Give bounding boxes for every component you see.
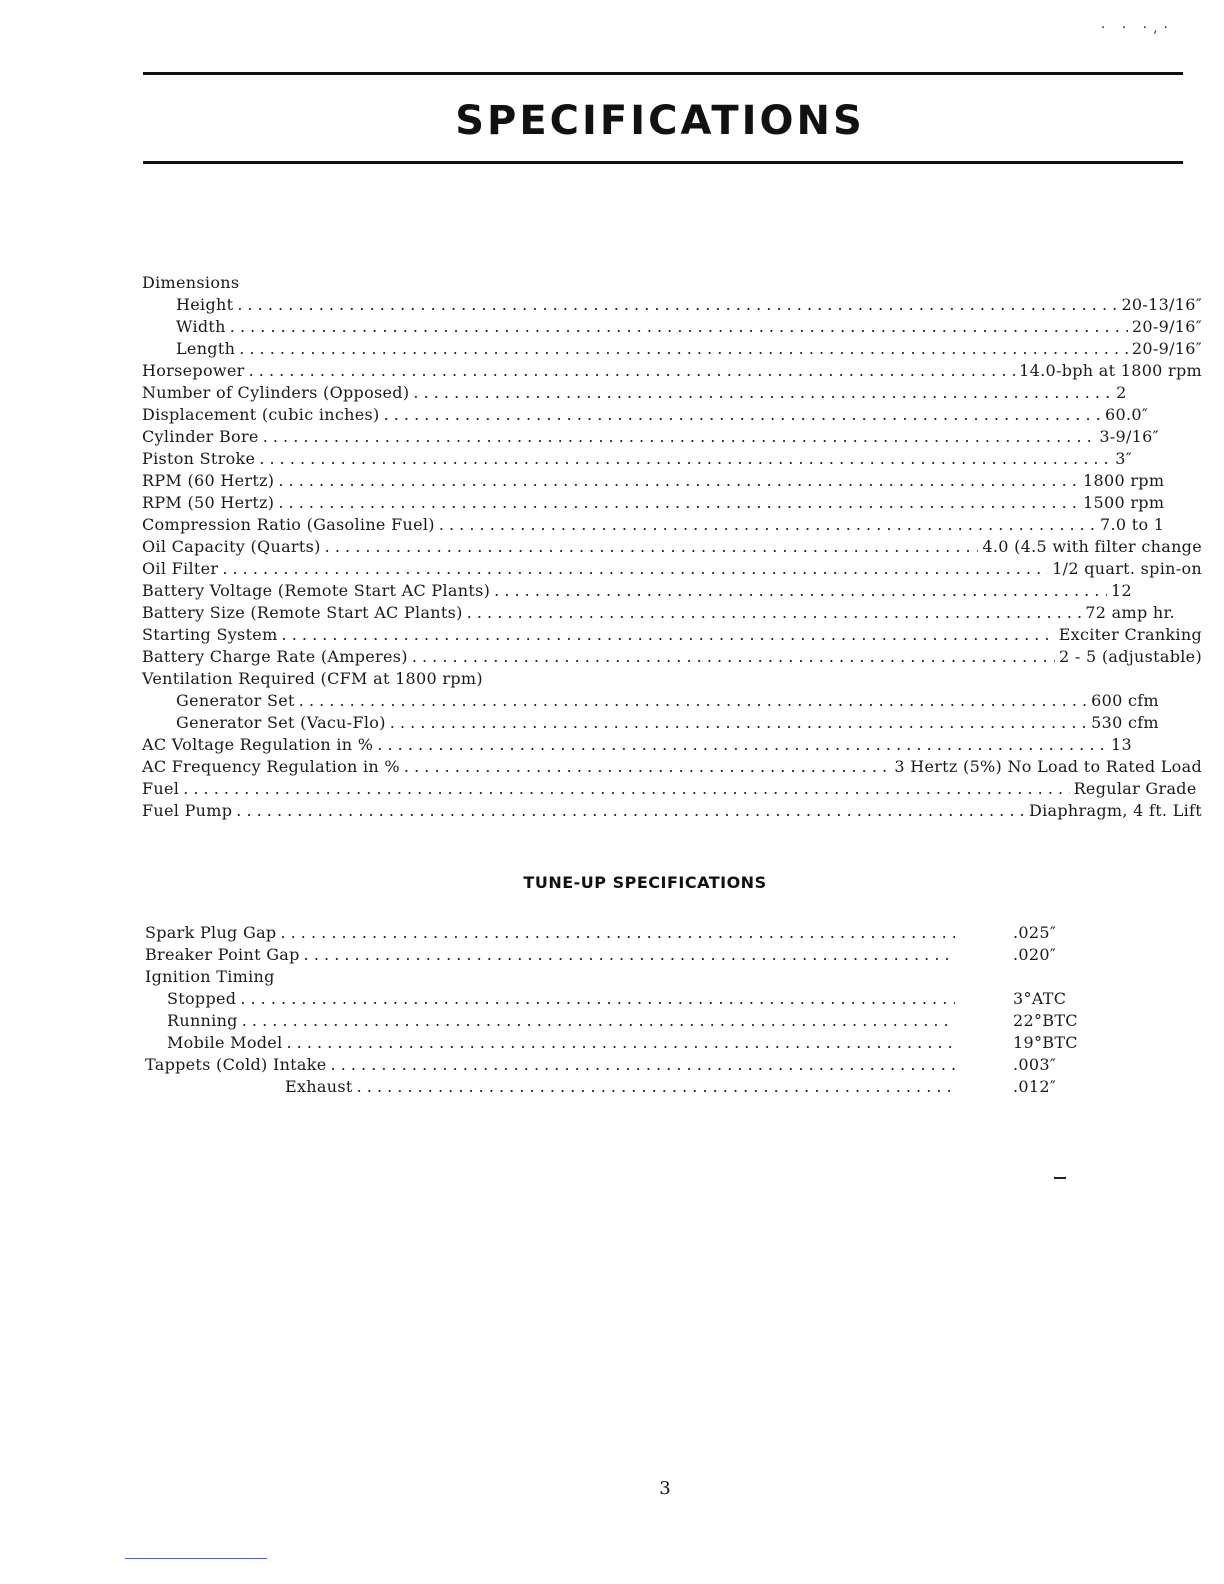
dot-leader (249, 360, 1016, 382)
spec-label: Fuel Pump (142, 801, 233, 820)
spec-row (142, 646, 1202, 668)
dot-leader (230, 316, 1128, 338)
dot-leader (237, 294, 1117, 316)
spec-label: Horsepower (142, 361, 245, 380)
spec-label: RPM (60 Hertz) (142, 471, 275, 490)
spec-value: Diaphragm, 4 ft. Lift (1029, 801, 1202, 820)
spec-value: .003″ (1013, 1055, 1057, 1074)
dot-leader (325, 536, 979, 558)
spec-value: 1500 rpm (1083, 493, 1202, 512)
spec-value: 7.0 to 1 (1100, 515, 1202, 534)
spec-value: Exciter Cranking (1058, 625, 1202, 644)
spec-row (145, 1032, 1078, 1054)
spec-value: Regular Grade (1073, 779, 1202, 798)
dot-leader (236, 800, 1025, 822)
spec-value: 3-9/16″ (1099, 427, 1202, 446)
dot-leader (467, 602, 1082, 624)
spec-value: .012″ (1013, 1077, 1057, 1096)
spec-value: 14.0-bph at 1800 rpm (1019, 361, 1202, 380)
spec-row (142, 360, 1202, 382)
spec-row (142, 316, 1202, 338)
spec-row (145, 966, 955, 988)
dot-leader (299, 690, 1087, 712)
dot-leader (413, 382, 1112, 404)
spec-value: 2 - 5 (adjustable) (1059, 647, 1202, 666)
spec-value: .025″ (1013, 923, 1057, 942)
spec-label: Generator Set (Vacu-Flo) (176, 713, 386, 732)
dot-leader (412, 646, 1055, 668)
spec-value: .020″ (1013, 945, 1057, 964)
spec-label: Ventilation Required (CFM at 1800 rpm) (142, 669, 483, 688)
dot-leader (494, 580, 1107, 602)
spec-row (142, 580, 1202, 602)
spec-value: 19°BTC (1013, 1033, 1078, 1052)
spec-row (142, 338, 1202, 360)
dot-leader (222, 558, 1048, 580)
spec-row (145, 988, 1067, 1010)
spec-value: 20-9/16″ (1131, 339, 1202, 358)
spec-row (142, 800, 1202, 822)
spec-row (145, 1054, 1057, 1076)
spec-label: Mobile Model (167, 1033, 283, 1052)
spec-label: Battery Voltage (Remote Start AC Plants) (142, 581, 491, 600)
spec-label: Displacement (cubic inches) (142, 405, 380, 424)
spec-row (142, 558, 1202, 580)
dot-leader (439, 514, 1096, 536)
dot-leader (183, 778, 1069, 800)
scan-specks: · · ·,· (1100, 20, 1174, 36)
spec-row (142, 448, 1202, 470)
dot-leader (357, 1076, 955, 1098)
spec-value: 20-9/16″ (1131, 317, 1202, 336)
spec-row (142, 426, 1202, 448)
spec-value: 20-13/16″ (1121, 295, 1202, 314)
spec-row (142, 470, 1202, 492)
spec-row (142, 382, 1202, 404)
spec-label: Height (176, 295, 234, 314)
spec-label: Oil Capacity (Quarts) (142, 537, 321, 556)
spec-row (142, 602, 1202, 624)
spec-row (142, 668, 1202, 690)
spec-row (145, 1076, 1057, 1098)
spec-label: AC Frequency Regulation in % (142, 757, 400, 776)
dot-leader (278, 470, 1079, 492)
tune-up-title: TUNE-UP SPECIFICATIONS (523, 873, 767, 892)
spec-label: Exhaust (285, 1077, 353, 1096)
spec-label: RPM (50 Hertz) (142, 493, 275, 512)
spec-row (142, 734, 1202, 756)
spec-row (142, 624, 1202, 646)
spec-value: 2 (1116, 383, 1202, 402)
spec-label: Oil Filter (142, 559, 219, 578)
spec-value: 22°BTC (1013, 1011, 1078, 1030)
dot-leader (377, 734, 1107, 756)
spec-label: Dimensions (142, 273, 240, 292)
dot-leader (390, 712, 1087, 734)
spec-row (142, 690, 1202, 712)
spec-value: 1/2 quart. spin-on (1052, 559, 1202, 578)
dot-leader (239, 338, 1128, 360)
spec-value: 72 amp hr. (1085, 603, 1202, 622)
spec-label: Fuel (142, 779, 180, 798)
spec-label: Piston Stroke (142, 449, 256, 468)
footer-line (125, 1558, 267, 1559)
spec-value: 600 cfm (1091, 691, 1202, 710)
spec-label: Battery Charge Rate (Amperes) (142, 647, 408, 666)
dot-leader (304, 944, 955, 966)
spec-value: 12 (1111, 581, 1202, 600)
page-number: 3 (659, 1478, 671, 1499)
page-title: SPECIFICATIONS (455, 98, 865, 144)
spec-label: Generator Set (176, 691, 295, 710)
spec-row (145, 922, 1057, 944)
dot-leader (278, 492, 1079, 514)
header-rule-top (143, 72, 1183, 75)
spec-value: 3 Hertz (5%) No Load to Rated Load (894, 757, 1202, 776)
spec-label: Length (176, 339, 236, 358)
spec-value: 1800 rpm (1083, 471, 1202, 490)
spec-label: Spark Plug Gap (145, 923, 277, 942)
spec-row (142, 778, 1202, 800)
spec-label: Running (167, 1011, 238, 1030)
spec-label: Stopped (167, 989, 237, 1008)
spec-label: Compression Ratio (Gasoline Fuel) (142, 515, 435, 534)
dot-leader (263, 426, 1096, 448)
spec-value: 13 (1111, 735, 1202, 754)
spec-label: Cylinder Bore (142, 427, 259, 446)
spec-value: 530 cfm (1091, 713, 1202, 732)
dot-leader (331, 1054, 955, 1076)
spec-label: Width (176, 317, 226, 336)
spec-row (142, 536, 1202, 558)
scan-dash-mark (1054, 1177, 1066, 1179)
specifications-list (142, 272, 1202, 822)
spec-label: Battery Size (Remote Start AC Plants) (142, 603, 463, 622)
spec-label: Number of Cylinders (Opposed) (142, 383, 410, 402)
spec-row (142, 404, 1202, 426)
spec-row (142, 514, 1202, 536)
spec-label: Tappets (Cold) Intake (145, 1055, 327, 1074)
dot-leader (282, 624, 1055, 646)
spec-value: 4.0 (4.5 with filter change (982, 537, 1202, 556)
tune-up-list (145, 922, 1078, 1098)
spec-row (142, 294, 1202, 316)
dot-leader (242, 1010, 955, 1032)
dot-leader (240, 988, 955, 1010)
spec-row (145, 1010, 1078, 1032)
spec-label: Ignition Timing (145, 967, 275, 986)
dot-leader (287, 1032, 956, 1054)
spec-label: AC Voltage Regulation in % (142, 735, 374, 754)
dot-leader (404, 756, 890, 778)
dot-leader (280, 922, 955, 944)
spec-row (142, 712, 1202, 734)
spec-value: 3″ (1115, 449, 1202, 468)
spec-row (142, 492, 1202, 514)
spec-row (145, 944, 1057, 966)
dot-leader (384, 404, 1101, 426)
spec-row (142, 756, 1202, 778)
spec-label: Starting System (142, 625, 278, 644)
header-rule-bottom (143, 161, 1183, 164)
spec-label: Breaker Point Gap (145, 945, 300, 964)
spec-value: 3°ATC (1013, 989, 1067, 1008)
spec-row (142, 272, 1202, 294)
dot-leader (259, 448, 1111, 470)
spec-value: 60.0″ (1105, 405, 1202, 424)
